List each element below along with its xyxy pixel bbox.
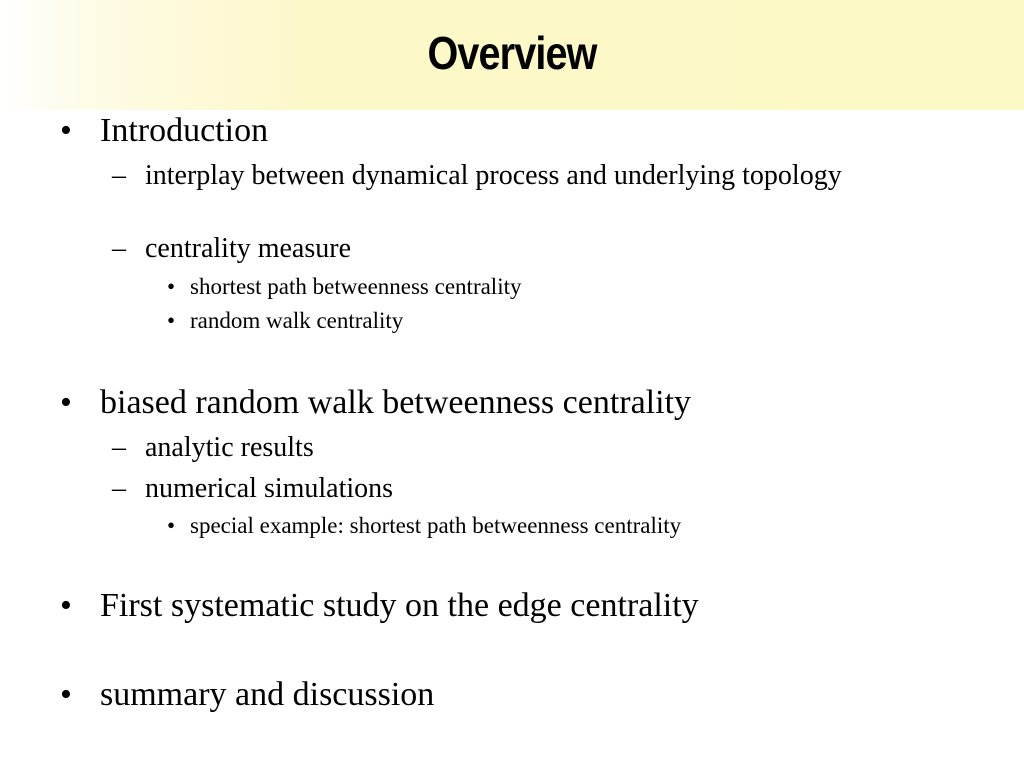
sub-item-text: interplay between dynamical process and underlying topology [145, 160, 842, 191]
dash-marker: – [112, 432, 126, 463]
slide-title: Overview [427, 27, 597, 79]
bullet-marker: • [167, 513, 176, 538]
bullet-marker: • [60, 384, 72, 421]
bullet-marker: • [60, 112, 72, 149]
bullet-text: Introduction [100, 112, 269, 149]
sub-item-text: numerical simulations [145, 473, 394, 504]
sub-sub-item-special-example [167, 512, 682, 540]
sub-item-numerical-simulations [112, 472, 905, 505]
bullet-item-biased-random-walk [60, 384, 692, 422]
dash-marker: – [112, 160, 126, 191]
bullet-item-summary [60, 676, 435, 714]
sub-item-analytic-results [112, 431, 905, 464]
bullet-item-edge-centrality [60, 587, 699, 625]
bullet-text: First systematic study on the edge centrality [100, 587, 699, 624]
bullet-marker: • [167, 274, 176, 299]
bullet-marker: • [60, 587, 72, 624]
sub-sub-item-text: shortest path betweenness centrality [190, 274, 522, 299]
sub-item-centrality-measure [112, 232, 905, 265]
sub-sub-item-shortest-path [167, 273, 522, 301]
dash-marker: – [112, 233, 126, 264]
sub-item-text: centrality measure [145, 233, 352, 264]
bullet-text: summary and discussion [100, 676, 435, 713]
sub-item-text: analytic results [145, 432, 314, 463]
sub-sub-item-text: random walk centrality [190, 308, 404, 333]
sub-sub-item-random-walk [167, 307, 404, 335]
bullet-marker: • [167, 308, 176, 333]
bullet-item-introduction [60, 112, 269, 150]
dash-marker: – [112, 473, 126, 504]
bullet-marker: • [60, 676, 72, 713]
bullet-text: biased random walk betweenness centrality [100, 384, 692, 421]
sub-item-interplay [112, 159, 905, 192]
sub-sub-item-text: special example: shortest path betweenness centrality [190, 513, 682, 538]
